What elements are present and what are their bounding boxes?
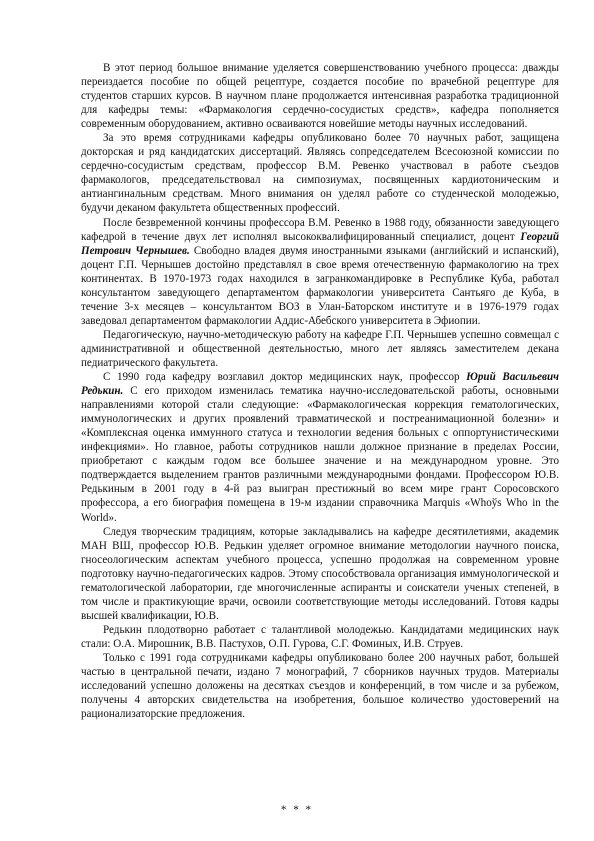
paragraph-text: Редькин плодотворно работает с талантливой молодежью. Кандидатами медицинских наук стали: О.А. Мирошник, В.В. Пастухов, О.П. Гурова, С.Г. Фоминых, И.В. Струев. bbox=[81, 623, 559, 650]
paragraph bbox=[81, 131, 559, 215]
paragraph-text: Педагогическую, научно-методическую работу на кафедре Г.П. Чернышев успешно совмещал с административной и общественной деятельностью, много лет являясь заместителем декана педиатрического факультета. bbox=[81, 328, 559, 369]
paragraph-text: С 1990 года кафедру возглавил доктор медицинских наук, профессор bbox=[103, 371, 467, 384]
person-name: Георгий Петрович Чернышев. bbox=[81, 230, 559, 257]
paragraph bbox=[81, 370, 559, 525]
paragraph-text: Только с 1991 года сотрудниками кафедры опубликовано более 200 научных работ, большей частью в центральной печати, издано 7 монографий, 7 сборников научных трудов. Материалы исследований успешно доложены на десятках съездов и конференций, в том числе и за рубежом, получены 4 авторских свидетельства на изобретения, большое количество удостоверений на рационализаторские предложения. bbox=[81, 651, 559, 721]
paragraph bbox=[81, 328, 559, 370]
person-name: Юрий Васильевич Редькин. bbox=[81, 371, 560, 398]
paragraph-text: Следуя творческим традициям, которые закладывались на кафедре десятилетиями, академик МАН ВШ, профессор Ю.В. Редькин уделяет огромное внимание методологии научного поиска, гносеологическим аспектам учебного процесса, успешно продолжая на современном уровне подготовку научно-педагогических кадров. Этому способствовала организация иммунологической и гематологической лаборатории, где многочисленные аспиранты и соискатели ученых степеней, в том числе и практикующие врачи, освоили соответствующие методы исследований. Готовя кадры высшей квалификации, Ю.В. bbox=[81, 525, 559, 622]
paragraph-text: После безвременной кончины профессора В.М. Ревенко в 1988 году, обязанности заведующего кафедрой в течение двух лет исполнял высококвалифицированный специалист, доцент bbox=[81, 216, 559, 243]
paragraph bbox=[81, 651, 559, 721]
paragraph-text: За это время сотрудниками кафедры опубликовано более 70 научных работ, защищена докторская и ряд кандидатских диссертаций. Являясь сопредседателем Всесоюзной комиссии по сердечно-сосудистым средствам, профессор В.М. Ревенко участвовал в работе съездов фармакологов, председательствовал на симпозиумах, посвященных кардиотоническим и антиангинальным средствам. Много внимания он уделял работе со студенческой молодежью, будучи деканом факультета общественных профессий. bbox=[81, 132, 559, 215]
paragraph-text: Свободно владея двумя иностранными языками (английский и испанский), доцент Г.П. Чернышев достойно представлял в свое время отечественную фармакологию на трех континентах. В 1970-1973 годах находился в загранкомандировке в Республике Куба, работал консультантом заведующего департаментом фармакологии университета Сантьяго де Куба, в течение 3-х месяцев – консультантом ВОЗ в Улан-Баторском институте и в 1976-1979 годах заведовал департаментом фармакологии Аддис-Абебского университета в Эфиопии. bbox=[81, 244, 560, 327]
section-separator: * * * bbox=[280, 804, 314, 816]
paragraph bbox=[81, 525, 559, 623]
paragraph-text: С его приходом изменилась тематика научно-исследовательской работы, основными направлениями которой стали следующие: «Фармакологическая коррекция гематологических, иммунологических и других проявлений травматической и постреанимационной болезни» и «Комплексная оценка иммунного статуса и технологии ведения больных с оппортунистическими инфекциями». Но главное, работы сотрудников нашли должное признание в пределах России, приобретают с каждым годом все большее значение и на международном уровне. Это подтверждается выделением грантов различными международными фондами. Профессором Ю.В. Редькиным в 2001 году в 4-й раз выигран престижный во всем мире грант Соросовского профессора, а его биография помещена в 19-м издании справочника Marquis «Whoўs Who in the World». bbox=[81, 385, 559, 524]
paragraph bbox=[81, 623, 559, 651]
body-text bbox=[81, 61, 559, 721]
paragraph bbox=[81, 216, 559, 328]
paragraph bbox=[81, 61, 559, 131]
paragraph-text: В этот период большое внимание уделяется совершенствованию учебного процесса: дважды переиздается пособие по общей рецептуре, создается пособие по врачебной рецептуре для студентов старших курсов. В научном плане продолжается интенсивная разработка традиционной для кафедры темы: «Фармакология сердечно-сосудистых средств», кафедра пополняется современным оборудованием, активно осваиваются новейшие методы научных исследований. bbox=[81, 62, 559, 131]
